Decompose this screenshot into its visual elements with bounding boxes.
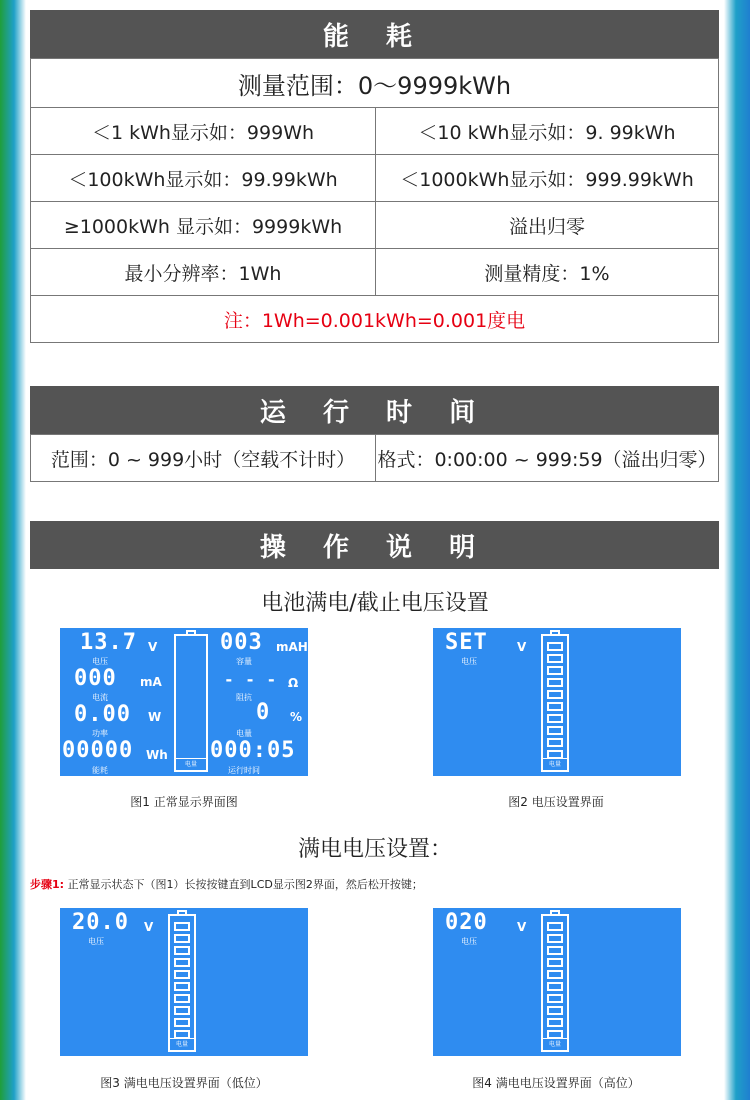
lcd1-percent-unit: % [290, 710, 303, 724]
lcd1-current-label: 电流 [92, 693, 108, 702]
energy-section-title: 能 耗 [322, 21, 427, 52]
lcd1-battery-label: 电量 [176, 758, 206, 768]
lcd1-current-value: 000 [74, 666, 117, 691]
figure3-caption: 图3 满电电压设置界面（低位） [100, 1076, 268, 1090]
lcd3-voltage-value: 20.0 [72, 910, 129, 935]
instructions-section-title: 操 作 说 明 [259, 532, 490, 563]
lcd1-power-label: 功率 [92, 729, 108, 738]
lcd1-time-value: 000:05 [210, 738, 296, 763]
lcd1-resistance-value: - - - [224, 670, 278, 689]
runtime-section-header [30, 386, 719, 434]
lcd1-percent-label: 电量 [236, 729, 252, 738]
energy-note: 注：1Wh=0.001kWh=0.001度电 [31, 296, 719, 343]
lcd1-capacity-label: 容量 [236, 657, 252, 666]
energy-cell: ＜10 kWh显示如：9. 99kWh [376, 108, 719, 155]
energy-range: 测量范围：0〜9999kWh [31, 59, 719, 108]
lcd3-voltage-label: 电压 [88, 937, 104, 946]
lcd1-percent-value: 0 [256, 700, 271, 725]
runtime-section-title: 运 行 时 间 [259, 397, 490, 428]
energy-spec-table [30, 58, 719, 343]
lcd2-voltage-label: 电压 [461, 657, 477, 666]
lcd1-energy-value: 00000 [62, 738, 134, 763]
lcd3-battery-icon [168, 914, 196, 1052]
runtime-spec-table [30, 434, 719, 482]
lcd1-energy-label: 能耗 [92, 766, 108, 775]
lcd-full-voltage-low [60, 908, 308, 1056]
lcd1-time-label: 运行时间 [228, 766, 260, 775]
lcd4-battery-label: 电量 [543, 1038, 567, 1048]
lcd2-battery-icon [541, 634, 569, 772]
figure2-caption: 图2 电压设置界面 [508, 795, 604, 809]
lcd1-power-unit: W [148, 710, 162, 724]
lcd1-capacity-value: 003 [220, 630, 263, 655]
lcd1-voltage-label: 电压 [92, 657, 108, 666]
lcd2-set-text: SET [445, 630, 488, 655]
lcd4-voltage-unit: V [517, 920, 527, 934]
figure1-caption: 图1 正常显示界面图 [130, 795, 238, 809]
lcd1-resistance-label: 阻抗 [236, 693, 252, 702]
lcd4-voltage-value: 020 [445, 910, 488, 935]
full-voltage-subtitle: 满电电压设置： [297, 837, 452, 862]
energy-cell: 最小分辨率：1Wh [31, 249, 376, 296]
lcd1-voltage-unit: V [148, 640, 158, 654]
lcd1-capacity-unit: mAH [276, 640, 308, 654]
step-1-text [30, 876, 423, 892]
lcd2-voltage-unit: V [517, 640, 527, 654]
energy-cell: ≥1000kWh 显示如：9999kWh [31, 202, 376, 249]
lcd1-resistance-unit: Ω [288, 676, 299, 690]
step-1-label: 步骤1: [30, 878, 65, 891]
lcd1-current-unit: mA [140, 675, 162, 689]
energy-cell: 溢出归零 [376, 202, 719, 249]
lcd4-battery-icon [541, 914, 569, 1052]
lcd1-battery-icon [174, 634, 208, 772]
lcd-voltage-setting [433, 628, 681, 776]
figure4-caption: 图4 满电电压设置界面（高位） [472, 1076, 640, 1090]
lcd-normal-display [60, 628, 308, 776]
step-1-description: 正常显示状态下（图1）长按按键直到LCD显示图2界面，然后松开按键； [67, 878, 423, 891]
energy-cell: ＜100kWh显示如：99.99kWh [31, 155, 376, 202]
lcd-full-voltage-high [433, 908, 681, 1056]
lcd3-voltage-unit: V [144, 920, 154, 934]
lcd1-power-value: 0.00 [74, 702, 131, 727]
energy-cell: ＜1000kWh显示如：999.99kWh [376, 155, 719, 202]
energy-cell: 测量精度：1% [376, 249, 719, 296]
lcd3-battery-label: 电量 [170, 1038, 194, 1048]
lcd2-battery-label: 电量 [543, 758, 567, 768]
voltage-setting-subtitle: 电池满电/截止电压设置 [261, 591, 489, 616]
energy-section-header [30, 10, 719, 58]
runtime-format: 格式：0:00:00 ~ 999:59（溢出归零） [376, 435, 719, 482]
instructions-section-header [30, 521, 719, 569]
lcd1-voltage-value: 13.7 [80, 630, 137, 655]
lcd1-energy-unit: Wh [146, 748, 168, 762]
lcd4-voltage-label: 电压 [461, 937, 477, 946]
runtime-range: 范围：0 ~ 999小时（空载不计时） [31, 435, 376, 482]
energy-cell: ＜1 kWh显示如：999Wh [31, 108, 376, 155]
